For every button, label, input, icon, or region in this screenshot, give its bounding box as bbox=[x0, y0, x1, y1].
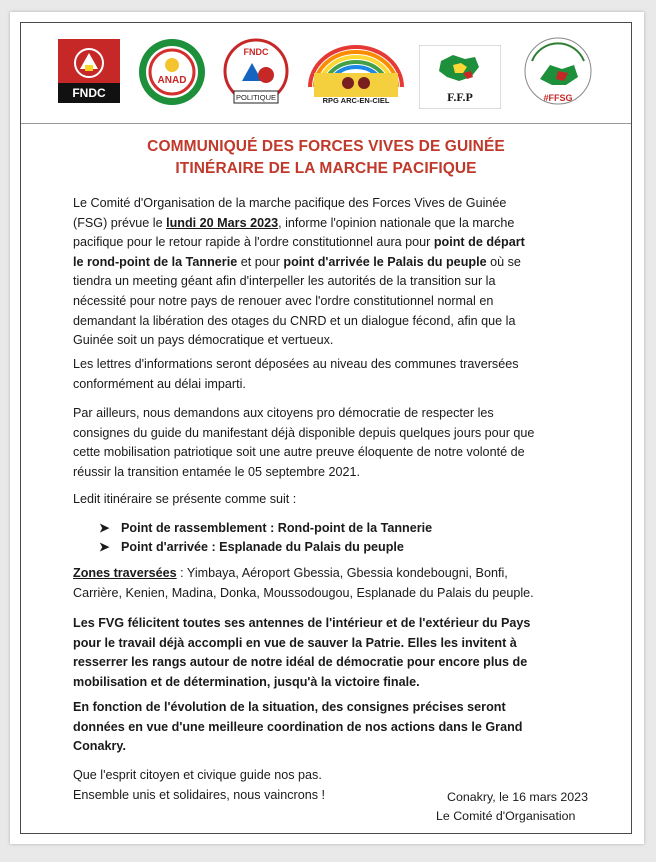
anad-logo-text: ANAD bbox=[157, 75, 187, 86]
rpg-logo-text: RPG ARC-EN-CIEL bbox=[322, 96, 390, 105]
ffp-logo-text: F.F.P bbox=[447, 90, 473, 104]
fndc-logo-text: FNDC bbox=[72, 86, 106, 100]
departure-label: point de départ bbox=[433, 235, 525, 250]
zones-line-2: Carrière, Kenien, Madina, Donka, Moussodougou, Esplanade du Palais du peuple. bbox=[73, 585, 534, 600]
document-page bbox=[10, 12, 644, 844]
ffsg-logo bbox=[518, 35, 598, 109]
march-date: lundi 20 Mars 2023 bbox=[166, 215, 279, 230]
p3-line-2: consignes du guide du manifestant déjà disponible depuis quelques jours pour que bbox=[73, 425, 535, 440]
bullet-item bbox=[99, 520, 432, 535]
p1-l2-text-end: , informe l'opinion nationale que la marche bbox=[278, 215, 515, 230]
rpg-arc-en-ciel-logo bbox=[306, 43, 406, 105]
p1-l4-text: et pour bbox=[237, 254, 284, 269]
zones-line-1 bbox=[73, 564, 593, 584]
p2-line-2: conformément au délai imparti. bbox=[73, 376, 246, 391]
arrow-icon: ➤ bbox=[99, 521, 110, 535]
p3-line-4: réussir la transition entamée le 05 septembre 2021. bbox=[73, 464, 361, 479]
signature-place-date: Conakry, le 16 mars 2023 bbox=[447, 790, 588, 804]
paragraph-letters bbox=[73, 355, 593, 394]
zones-label: Zones traversées bbox=[73, 566, 177, 580]
p1-line-2 bbox=[73, 214, 593, 234]
departure-place: le rond-point de la Tannerie bbox=[73, 254, 238, 269]
fndc-politique-top: FNDC bbox=[243, 47, 269, 57]
p6-line-1: En fonction de l'évolution de la situation, des consignes précises seront bbox=[73, 700, 506, 714]
paragraph-intro bbox=[73, 194, 593, 351]
signature-signer: Le Comité d'Organisation bbox=[436, 809, 576, 823]
anad-logo bbox=[137, 37, 207, 107]
fndc-politique-bottom: POLITIQUE bbox=[235, 93, 277, 102]
p5-line-3: resserrer les rangs autour de notre idéal de démocratie pour encore plus de bbox=[73, 655, 528, 670]
ffsg-logo-text: #FFSG bbox=[543, 93, 573, 103]
ffp-logo bbox=[419, 45, 501, 109]
title-line-2: ITINÉRAIRE DE LA MARCHE PACIFIQUE bbox=[175, 160, 477, 177]
paragraph-zones bbox=[73, 564, 593, 603]
paragraph-guide bbox=[73, 404, 593, 482]
p1-line-6: nécessité pour notre pays de renouer avec l'ordre constitutionnel normal en bbox=[73, 293, 494, 308]
fndc-politique-logo bbox=[222, 37, 290, 107]
document-frame bbox=[20, 22, 632, 834]
arrival-place: point d'arrivée le Palais du peuple bbox=[283, 254, 487, 269]
p1-line-5: tiendra un meeting géant afin d'interpeller les autorités de la transition sur la bbox=[73, 274, 496, 289]
p1-l4-text-end: où se bbox=[486, 254, 521, 269]
p1-line-7: demandant la libération des otages du CNRD et un dialogue fécond, afin que la bbox=[73, 313, 516, 328]
p1-line-4 bbox=[73, 253, 593, 273]
p1-line-8: Guinée soit un pays démocratique et vertueux. bbox=[73, 333, 334, 348]
p5-line-1: Les FVG félicitent toutes ses antennes de l'intérieur et de l'extérieur du Pays bbox=[73, 616, 531, 630]
p5-line-2: pour le travail déjà accompli en vue de sauver la Patrie. Elles les invitent à bbox=[73, 635, 517, 650]
p1-l3-text: pacifique pour le retour rapide à l'ordre constitutionnel aura pour bbox=[73, 235, 434, 250]
arrow-icon: ➤ bbox=[99, 540, 110, 554]
zones-text: : Yimbaya, Aéroport Gbessia, Gbessia kondebougni, Bonfi, bbox=[176, 566, 508, 580]
p1-line-1: Le Comité d'Organisation de la marche pacifique des Forces Vives de Guinée bbox=[73, 196, 507, 210]
title-line-1: COMMUNIQUÉ DES FORCES VIVES DE GUINÉE bbox=[147, 138, 505, 155]
bullet-text: Point d'arrivée : Esplanade du Palais du peuple bbox=[121, 540, 404, 554]
paragraph-instructions bbox=[73, 698, 593, 757]
paragraph-itinerary-intro: Ledit itinéraire se présente comme suit : bbox=[73, 492, 297, 506]
p2-line-1: Les lettres d'informations seront déposées au niveau des communes traversées bbox=[73, 357, 519, 371]
fndc-logo bbox=[58, 39, 120, 103]
p6-line-3: Conakry. bbox=[73, 739, 126, 754]
bullet-text: Point de rassemblement : Rond-point de la Tannerie bbox=[121, 521, 433, 535]
closing-line-2: Ensemble unis et solidaires, nous vaincrons ! bbox=[73, 787, 326, 802]
bullet-item bbox=[99, 539, 404, 554]
p3-line-3: cette mobilisation patriotique soit une autre preuve éloquente de notre volonté de bbox=[73, 445, 525, 460]
p6-line-2: données en vue d'une meilleure coordination de nos actions dans le Grand bbox=[73, 719, 523, 734]
p3-line-1: Par ailleurs, nous demandons aux citoyens pro démocratie de respecter les bbox=[73, 406, 494, 420]
p1-l2-text: (FSG) prévue le bbox=[73, 215, 167, 230]
p1-line-3 bbox=[73, 233, 593, 253]
closing-line-1: Que l'esprit citoyen et civique guide nos pas. bbox=[73, 768, 322, 782]
logo-row bbox=[21, 23, 631, 124]
p5-line-4: mobilisation et de détermination, jusqu'à la victoire finale. bbox=[73, 674, 420, 689]
paragraph-congratulations bbox=[73, 614, 593, 692]
